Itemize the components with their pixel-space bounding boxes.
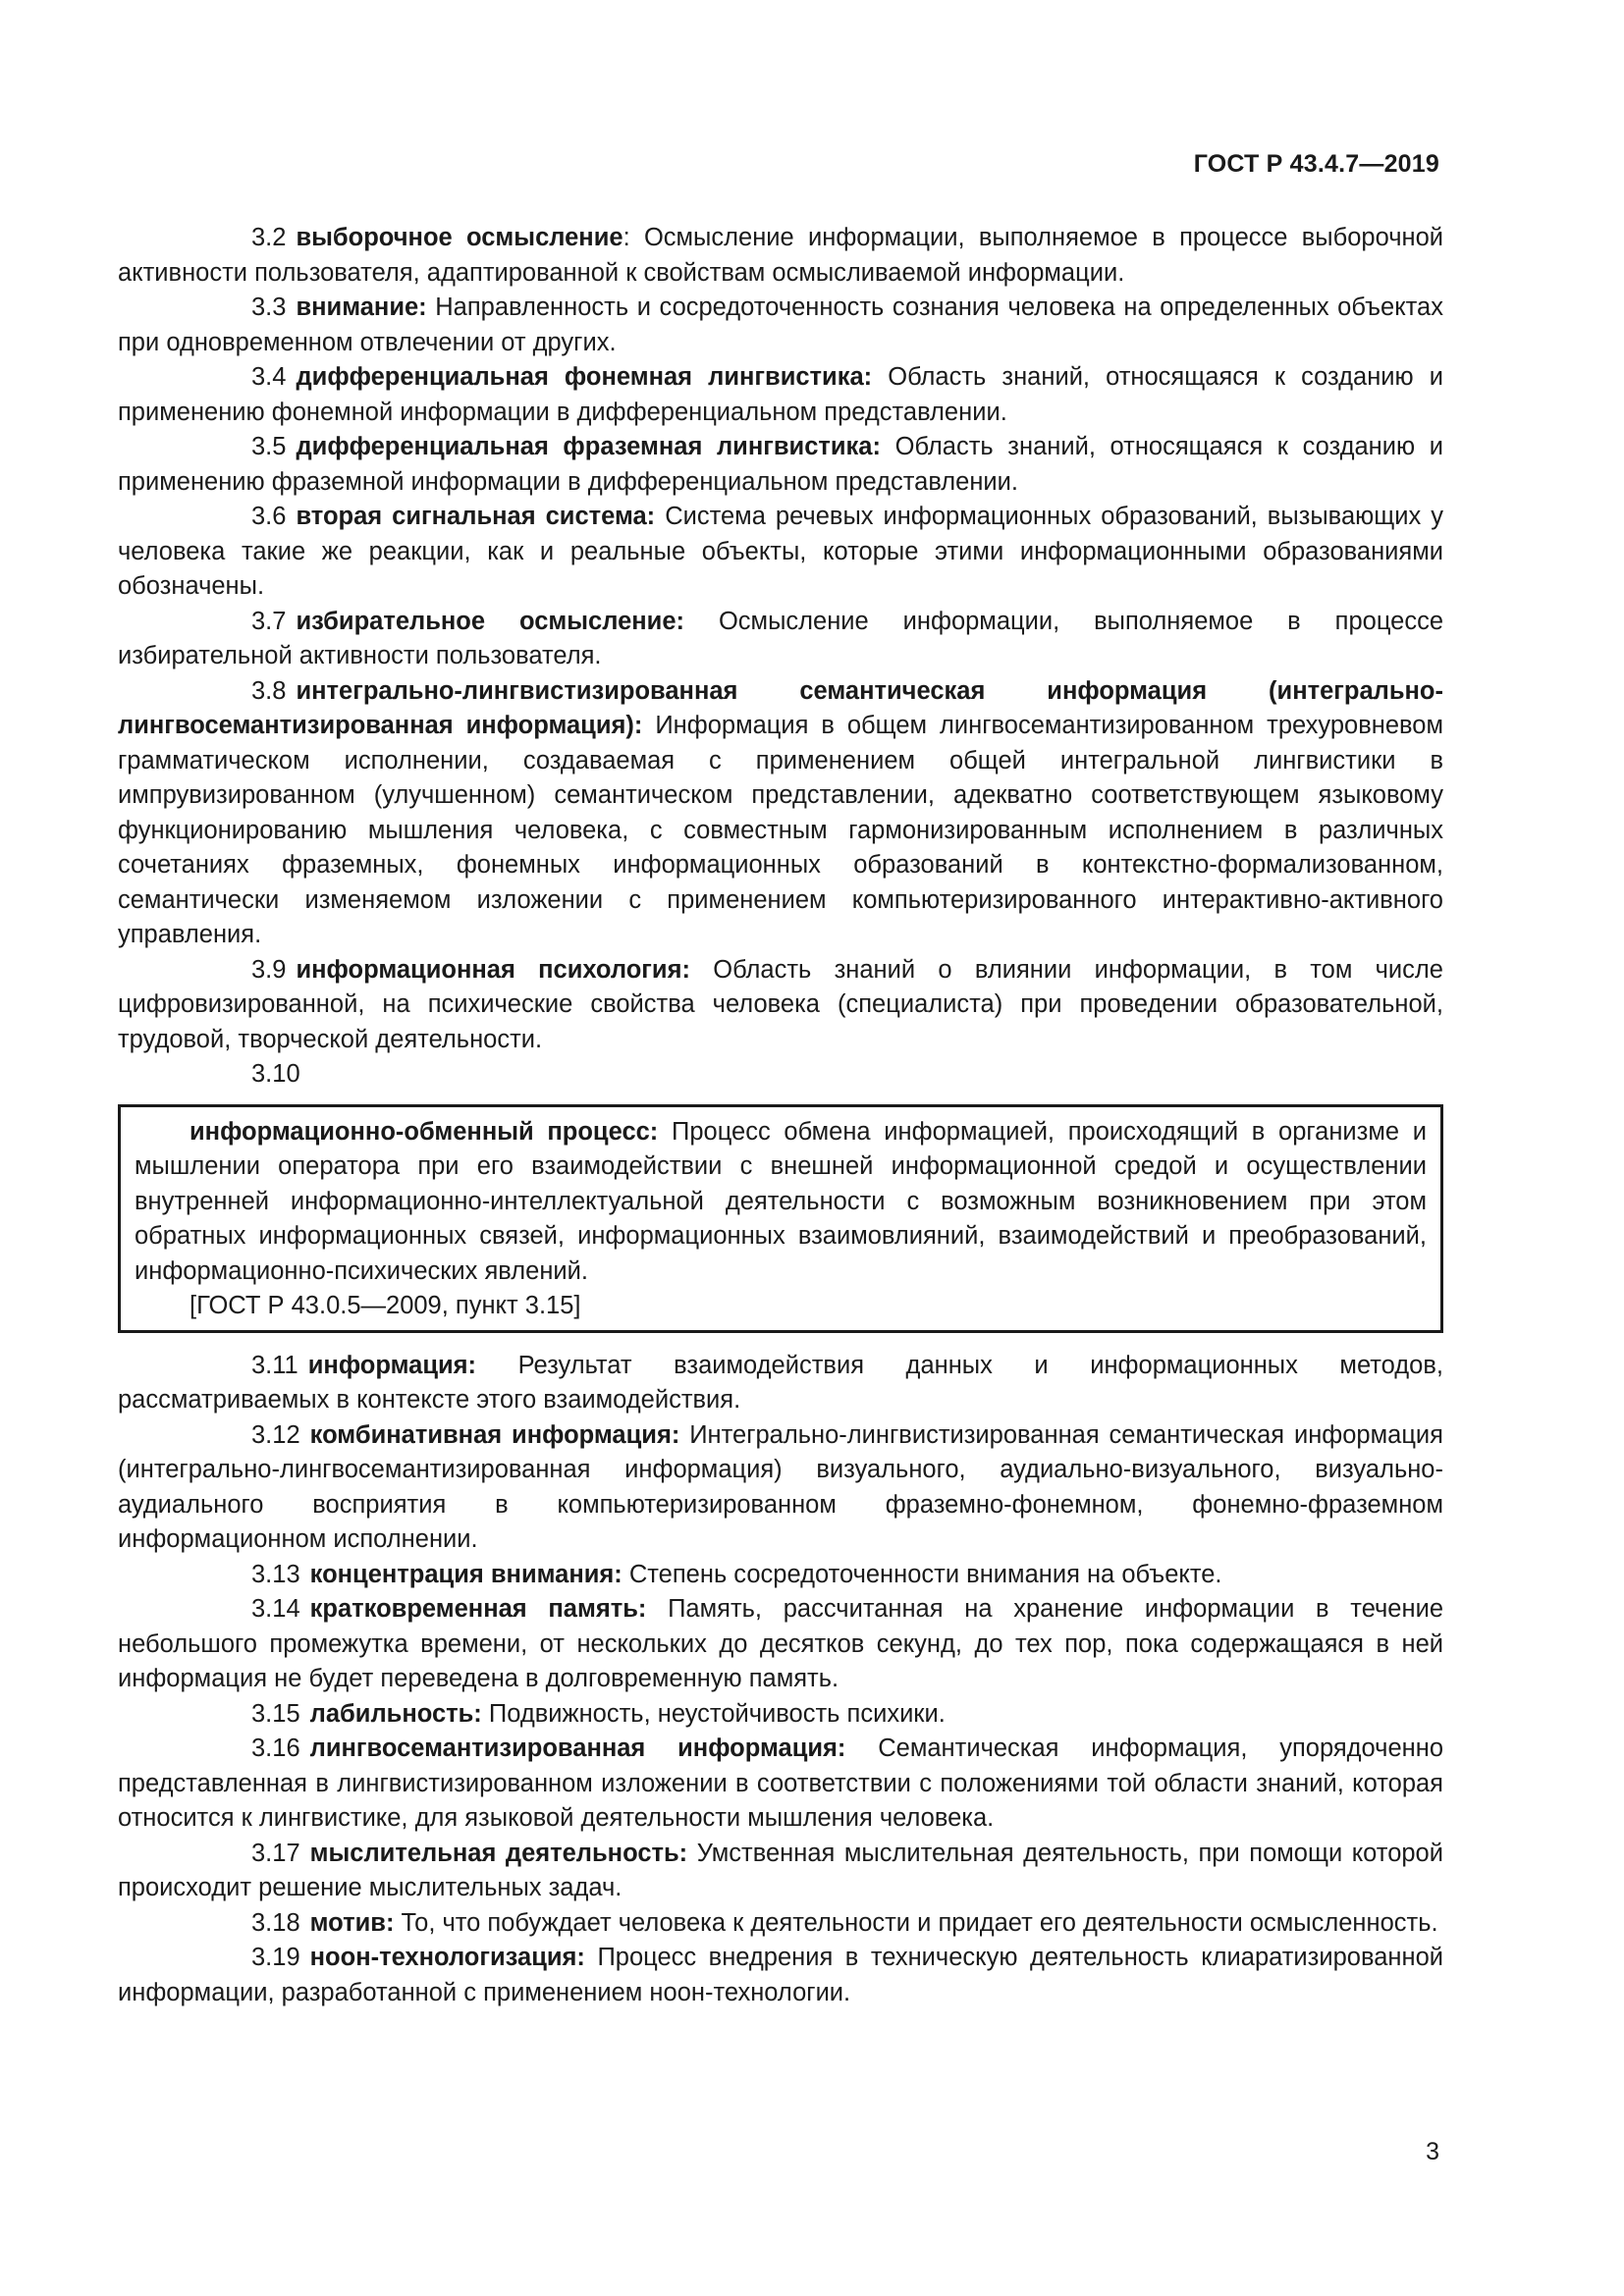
term-number: 3.11 bbox=[251, 1351, 298, 1379]
term-name: концентрация внимания: bbox=[309, 1560, 623, 1588]
term-name: ноон-технологизация: bbox=[309, 1944, 585, 1971]
term-definition: Память, рассчитанная на хранение информации в течение небольшого промежутка времени, от нескольких до десятков секунд, до тех пор, пока содержащаяся в ней информация не будет переведена в долговременную память. bbox=[118, 1595, 1444, 1692]
term-definition: Информация в общем лингвосемантизированном трехуровневом грамматическом исполнении, создаваемая с применением общей интегральной лингвистики в импрувизированном (улучшенном) семантическом представлении, адекватно соответствующем языковому функционированию мышления человека, с совместным гармонизированным исполнением в различных сочетаниях фраземных, фонемных информационных образований в контекстно-формализованном, семантически изменяемом изложении с применением компьютеризированного интерактивно-активного управления. bbox=[118, 712, 1443, 948]
term-name: избирательное осмысление: bbox=[296, 607, 685, 635]
term-entry bbox=[118, 1837, 1443, 1906]
term-name: интегрально-лингвистизированная семантическая информация (интегрально-лингвосемантизированная информация): bbox=[118, 676, 1443, 739]
term-entry bbox=[118, 605, 1443, 674]
term-name: дифференциальная фонемная лингвистика: bbox=[296, 363, 873, 391]
term-entry bbox=[118, 953, 1443, 1058]
page-number: 3 bbox=[1426, 2138, 1439, 2165]
term-entry bbox=[118, 1349, 1443, 1418]
term-name: мотив: bbox=[309, 1908, 395, 1937]
term-definition: Область знаний, относящаяся к созданию и применению фраземной информации в дифференциальном представлении. bbox=[118, 433, 1443, 496]
term-name: внимание: bbox=[296, 294, 427, 321]
term-entry-3-10 bbox=[135, 1115, 1427, 1290]
term-number: 3.8 bbox=[251, 676, 287, 705]
term-definition: Интегрально-лингвистизированная семантическая информация (интегрально-лингвосемантизированная информация) визуального, аудиально-визуального, визуально-аудиального восприятия в компьютеризированном фраземно-фонемном, фонемно-фраземном информационном исполнении. bbox=[118, 1420, 1443, 1553]
term-name: кратковременная память: bbox=[309, 1595, 647, 1623]
term-definition: Подвижность, неустойчивость психики. bbox=[488, 1699, 946, 1728]
term-definition: Осмысление информации, выполняемое в процессе выборочной активности пользователя, адаптированной к свойствам осмысливаемой информации. bbox=[118, 224, 1444, 287]
term-definition: Осмысление информации, выполняемое в процессе избирательной активности пользователя. bbox=[118, 607, 1444, 669]
term-entry bbox=[118, 360, 1443, 430]
term-entry bbox=[118, 674, 1443, 953]
term-number: 3.16 bbox=[251, 1735, 300, 1762]
term-list-after bbox=[118, 1349, 1443, 2011]
term-entry bbox=[118, 291, 1443, 360]
term-name: вторая сигнальная система: bbox=[296, 503, 656, 530]
document-header: ГОСТ Р 43.4.7—2019 bbox=[1193, 150, 1439, 178]
term-definition: Направленность и сосредоточенность сознания человека на определенных объектах при одновременном отвлечении от других. bbox=[118, 294, 1443, 356]
term-entry-3-10-number bbox=[118, 1057, 1443, 1093]
term-name: дифференциальная фраземная лингвистика: bbox=[296, 433, 881, 460]
term-entry bbox=[118, 500, 1443, 605]
term-definition: То, что побуждает человека к деятельности и придает его деятельности осмысленность. bbox=[401, 1908, 1438, 1937]
term-number: 3.19 bbox=[251, 1944, 300, 1971]
term-entry bbox=[118, 1418, 1443, 1558]
term-entry bbox=[118, 1732, 1443, 1837]
term-definition: Процесс обмена информацией, происходящий в организме и мышлении оператора при его взаимодействии с внешней информационной средой и осуществлении внутренней информационно-интеллектуальной деятельности с возможным возникновением при этом обратных информационных связей, информационных взаимовлияний, взаимодействий и преобразований, информационно-психических явлений. bbox=[135, 1117, 1427, 1285]
term-definition: Область знаний о влиянии информации, в том числе цифровизированной, на психические свойства человека (специалиста) при проведении образовательной, трудовой, творческой деятельности. bbox=[118, 955, 1443, 1053]
term-name: информационно-обменный процесс: bbox=[189, 1117, 659, 1146]
term-entry bbox=[118, 1906, 1443, 1942]
term-number: 3.2 bbox=[251, 224, 287, 251]
document-body bbox=[118, 221, 1443, 2010]
term-number: 3.14 bbox=[251, 1595, 300, 1623]
term-name: лабильность: bbox=[309, 1699, 482, 1728]
term-entry bbox=[118, 1941, 1443, 2010]
term-name: информация: bbox=[307, 1351, 477, 1379]
term-number: 3.3 bbox=[251, 294, 287, 321]
term-number: 3.6 bbox=[251, 503, 287, 530]
term-number: 3.15 bbox=[251, 1699, 300, 1728]
term-number: 3.10 bbox=[251, 1060, 300, 1088]
term-definition: Семантическая информация, упорядоченно представленная в лингвистизированном изложении в соответствии с положениями той области знаний, которая относится к лингвистике, для языковой деятельности мышления человека. bbox=[118, 1735, 1443, 1832]
term-list-before bbox=[118, 221, 1443, 1057]
term-entry bbox=[118, 1592, 1443, 1697]
term-entry bbox=[118, 430, 1443, 500]
term-name: мыслительная деятельность: bbox=[309, 1839, 688, 1867]
term-number: 3.18 bbox=[251, 1908, 300, 1937]
term-number: 3.17 bbox=[251, 1839, 300, 1867]
term-definition: Степень сосредоточенности внимания на объекте. bbox=[628, 1560, 1222, 1588]
term-definition: Область знаний, относящаяся к созданию и применению фонемной информации в дифференциальном представлении. bbox=[118, 363, 1443, 426]
term-name: информационная психология: bbox=[296, 955, 690, 984]
term-source-reference: [ГОСТ Р 43.0.5—2009, пункт 3.15] bbox=[189, 1292, 581, 1319]
term-name: лингвосемантизированная информация: bbox=[309, 1735, 846, 1762]
quoted-term-box bbox=[118, 1104, 1443, 1333]
term-number: 3.4 bbox=[251, 363, 287, 391]
term-entry: 3.2 выборочное осмысление: Осмысление информации, выполняемое в процессе выборочной активности пользователя, адаптированной к свойствам осмысливаемой информации. bbox=[118, 221, 1443, 291]
term-definition: Система речевых информационных образований, вызывающих у человека такие же реакции, как и реальные объекты, которые этими информационными образованиями обозначены. bbox=[118, 503, 1443, 600]
term-name: комбинативная информация: bbox=[309, 1420, 680, 1449]
term-definition: Умственная мыслительная деятельность, при помощи которой происходит решение мыслительных задач. bbox=[118, 1839, 1443, 1901]
term-number: 3.13 bbox=[251, 1560, 300, 1588]
term-entry bbox=[118, 1697, 1443, 1733]
term-definition: Процесс внедрения в техническую деятельность клиаратизированной информации, разработанной с применением ноон-технологии. bbox=[118, 1944, 1444, 2006]
term-number: 3.7 bbox=[251, 607, 287, 635]
term-number: 3.12 bbox=[251, 1420, 300, 1449]
term-name: выборочное осмысление bbox=[296, 224, 623, 251]
term-number: 3.9 bbox=[251, 955, 287, 984]
term-definition: Результат взаимодействия данных и информационных методов, рассматриваемых в контексте этого взаимодействия. bbox=[118, 1351, 1443, 1414]
term-entry bbox=[118, 1558, 1443, 1593]
term-number: 3.5 bbox=[251, 433, 287, 460]
